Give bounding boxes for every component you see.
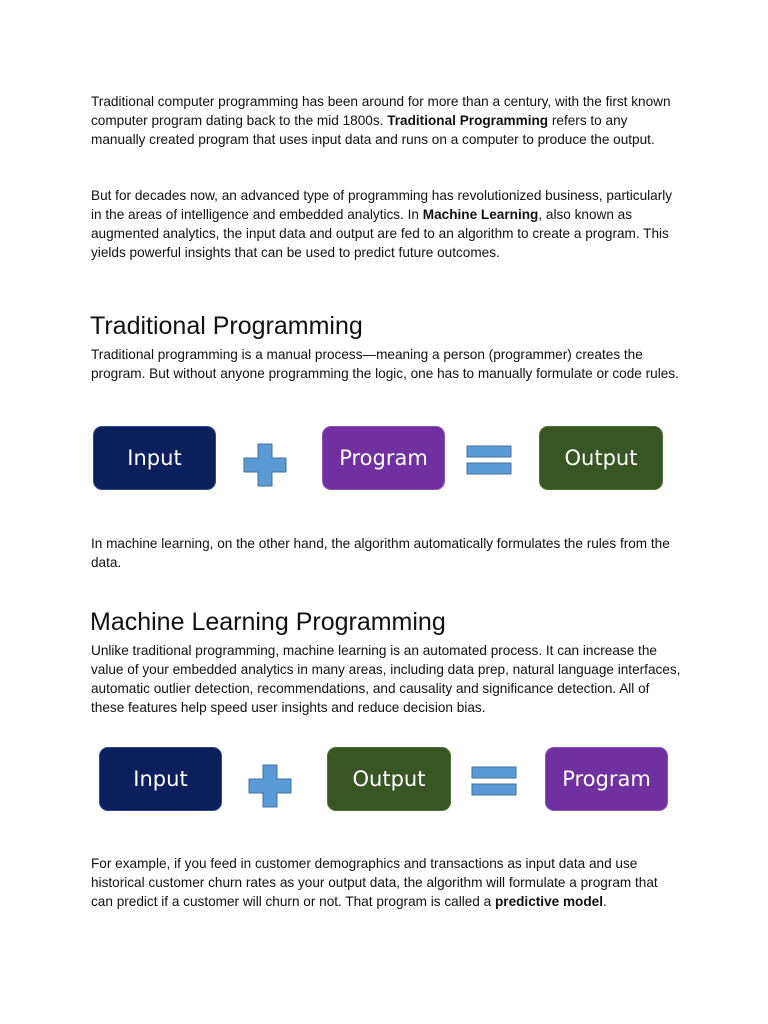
diagram-input-box: Input xyxy=(93,426,216,490)
traditional-heading: Traditional Programming xyxy=(90,312,363,340)
diagram-input-box: Input xyxy=(99,747,222,811)
intro-p2-text-a: But for decades now, an advanced type of programming has revolutionized business, particularly in the areas of intelligence and embedded analytics. In xyxy=(91,188,673,222)
intro-paragraph-1 xyxy=(91,92,681,149)
diagram-program-box: Program xyxy=(322,426,445,490)
transition-paragraph: In machine learning, on the other hand, the algorithm automatically formulates the rules from the data. xyxy=(91,536,670,570)
intro-p1-text-a: Traditional computer programming has been around for more than a century, with the first known computer program dating back to the mid 1800s. xyxy=(91,94,671,128)
closing-paragraph xyxy=(91,854,683,911)
intro-paragraph-2 xyxy=(91,186,681,262)
intro-p1-bold: Traditional Programming xyxy=(387,113,549,128)
closing-text-a: For example, if you feed in customer demographics and transactions as input data and use historical customer churn rates as your output data, the algorithm will formulate a program that can predict if a customer will churn or not. That program is called a xyxy=(91,856,658,909)
diagram-output-box: Output xyxy=(539,426,663,490)
diagram-program-box: Program xyxy=(545,747,668,811)
plus-icon xyxy=(243,443,287,487)
intro-p1-text-b: refers to any manually created program that uses input data and runs on a computer to produce the output. xyxy=(91,113,655,147)
equals-icon xyxy=(466,445,512,475)
traditional-body: Traditional programming is a manual process—meaning a person (programmer) creates the program. But without anyone programming the logic, one has to manually formulate or code rules. xyxy=(91,347,679,381)
intro-p2-text-b: , also known as augmented analytics, the input data and output are fed to an algorithm to create a program. This yields powerful insights that can be used to predict future outcomes. xyxy=(91,207,669,260)
plus-icon xyxy=(248,764,292,808)
diagram-output-box: Output xyxy=(327,747,451,811)
closing-text-b: . xyxy=(603,894,607,909)
closing-bold: predictive model xyxy=(494,894,603,909)
equals-icon xyxy=(471,766,517,796)
intro-p2-bold: Machine Learning xyxy=(422,207,539,222)
ml-heading: Machine Learning Programming xyxy=(90,608,446,636)
ml-body: Unlike traditional programming, machine learning is an automated process. It can increase the value of your embedded analytics in many areas, including data prep, natural language interfaces, automatic outlier detection, recommendations, and causality and significance detection. All of these features help speed user insights and reduce decision bias. xyxy=(91,643,681,715)
